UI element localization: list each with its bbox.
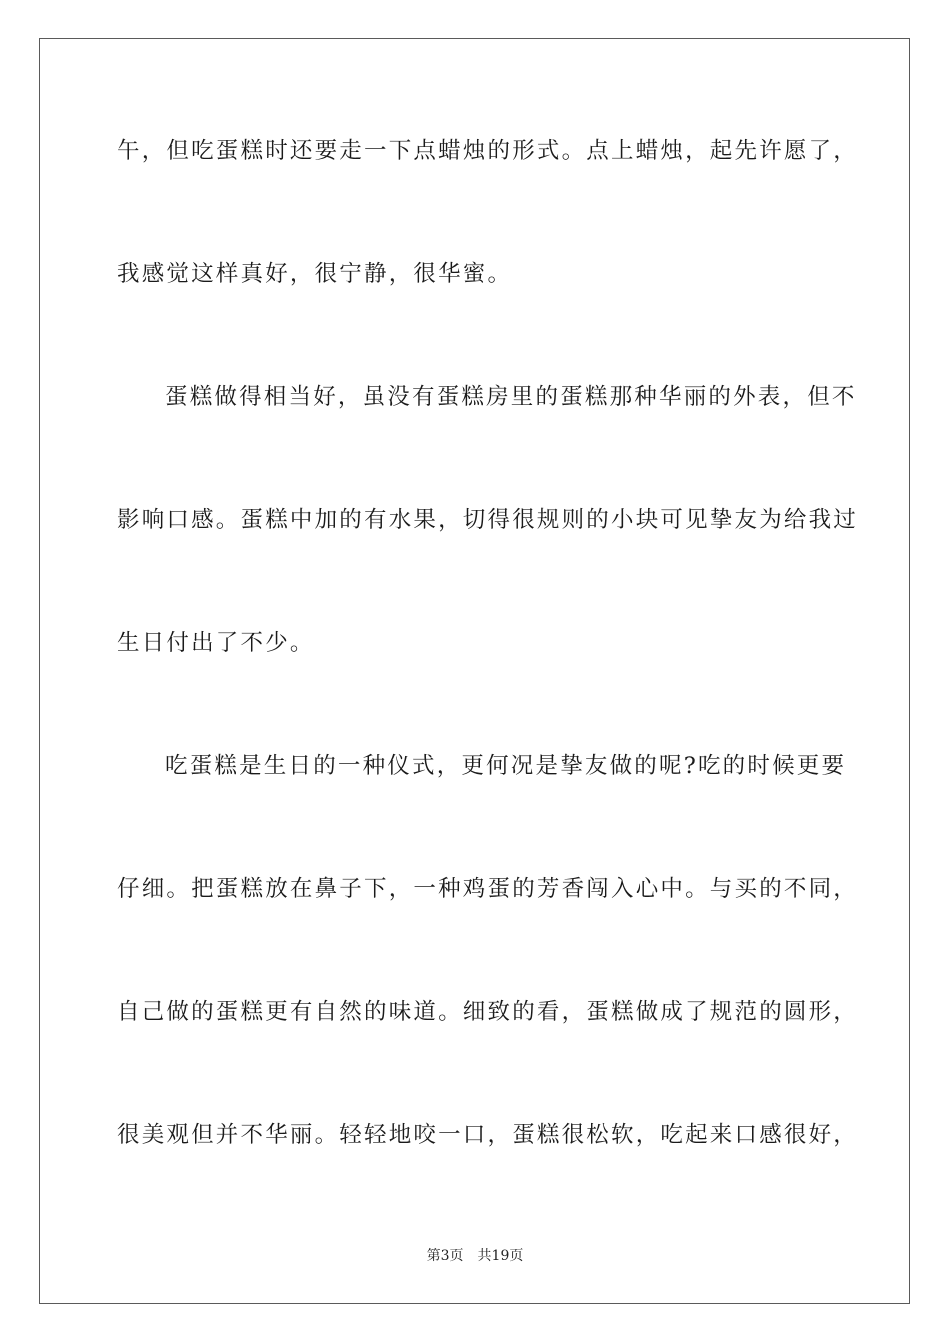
text-line-3-paragraph-start: 蛋糕做得相当好，虽没有蛋糕房里的蛋糕那种华丽的外表，但不	[165, 384, 857, 410]
text-line-2: 我感觉这样真好，很宁静，很华蜜。	[117, 261, 513, 287]
text-line-4: 影响口感。蛋糕中加的有水果，切得很规则的小块可见挚友为给我过	[117, 507, 859, 533]
text-line-8: 自己做的蛋糕更有自然的味道。细致的看，蛋糕做成了规范的圆形，	[117, 999, 859, 1025]
text-line-7: 仔细。把蛋糕放在鼻子下，一种鸡蛋的芳香闯入心中。与买的不同，	[117, 876, 859, 902]
text-line-5: 生日付出了不少。	[117, 630, 315, 656]
text-line-6-paragraph-start: 吃蛋糕是生日的一种仪式，更何况是挚友做的呢?吃的时候更要	[165, 753, 847, 779]
text-line-1: 午，但吃蛋糕时还要走一下点蜡烛的形式。点上蜡烛，起先许愿了，	[117, 138, 859, 164]
page-footer	[0, 1245, 950, 1265]
page-total: 共19页	[477, 1248, 524, 1264]
text-line-9: 很美观但并不华丽。轻轻地咬一口，蛋糕很松软，吃起来口感很好，	[117, 1122, 859, 1148]
page-border	[39, 38, 910, 1304]
page-number: 第3页	[426, 1248, 464, 1264]
